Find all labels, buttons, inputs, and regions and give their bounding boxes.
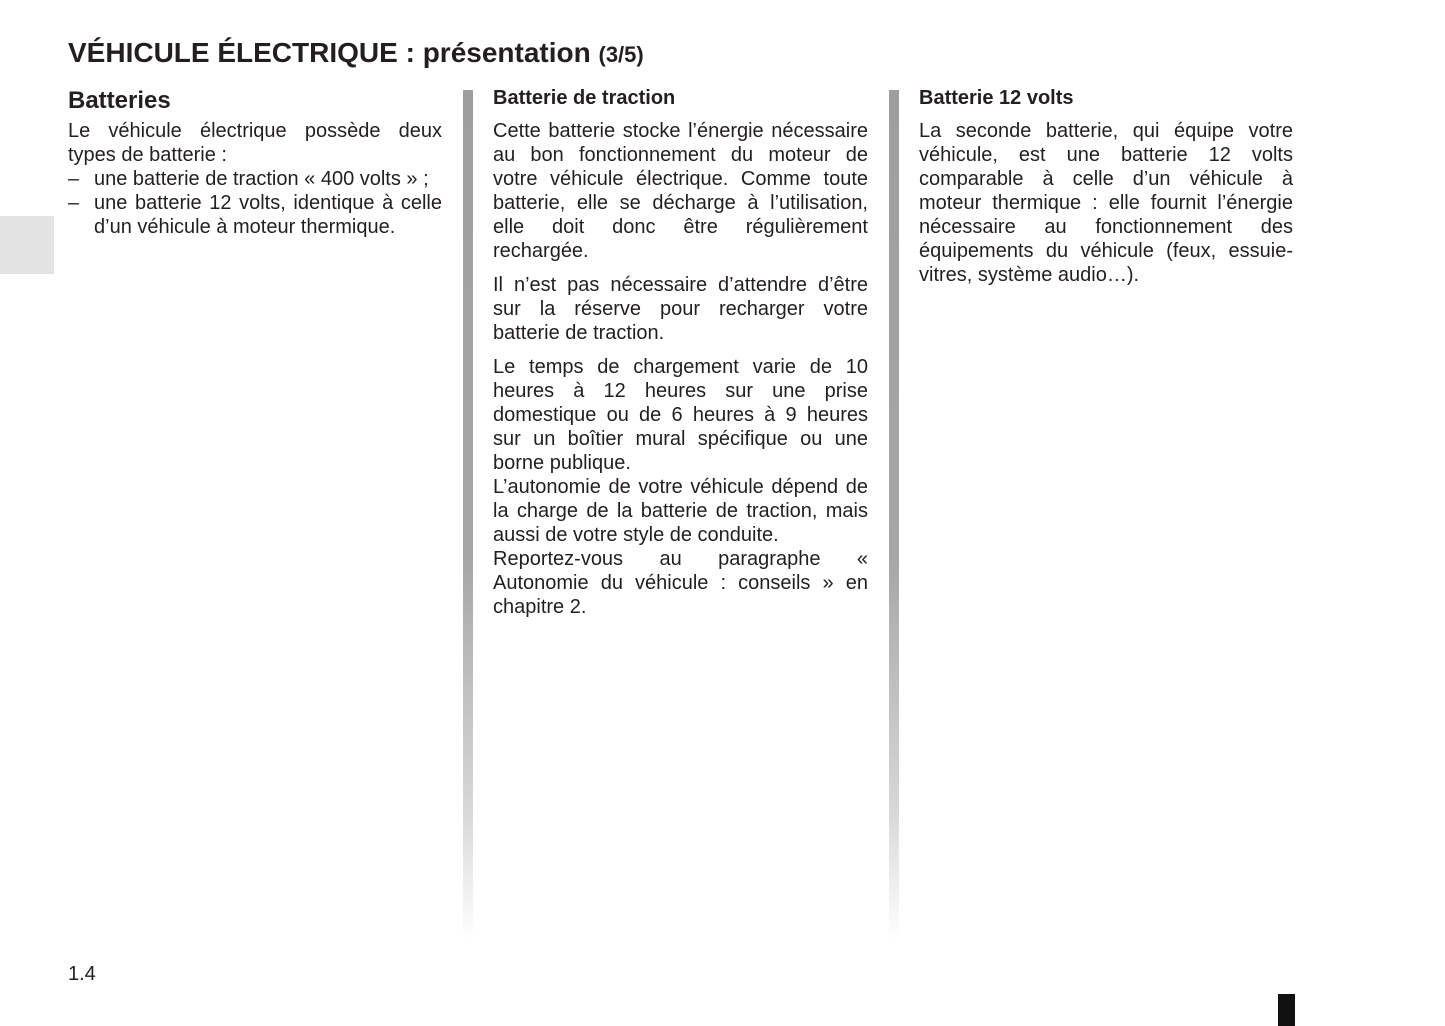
subheading-12v-battery: Batterie 12 volts	[919, 87, 1074, 109]
chapter-tab-marker	[0, 216, 54, 274]
page-corner-mark	[1278, 994, 1295, 1026]
list-item-text: une batterie 12 volts, identique à celle d’un véhicule à moteur thermique.	[94, 192, 442, 238]
paragraph: Cette batterie stocke l’énergie nécessaire au bon fonctionnement du moteur de votre véhicule électrique. Comme toute batterie, elle se décharge à l’utilisation, elle doit donc être régulièrement rechargée.	[493, 120, 868, 262]
page-title-text: VÉHICULE ÉLECTRIQUE : présentation	[68, 37, 591, 68]
column-batteries	[68, 84, 442, 239]
list-item	[68, 191, 442, 239]
paragraph: La seconde batterie, qui équipe votre véhicule, est une batterie 12 volts comparable à celle d’un véhicule à moteur thermique : elle fournit l’énergie nécessaire au fonctionnement des équipements du véhicule (feux, essuie-vitres, système audio…).	[919, 120, 1293, 286]
list-item-text: une batterie de traction « 400 volts » ;	[94, 168, 429, 190]
column-traction-battery	[493, 84, 868, 619]
paragraph: Le temps de chargement varie de 10 heures à 12 heures sur une prise domestique ou de 6 heures à 9 heures sur un boîtier mural spécifique ou une borne publique.	[493, 356, 868, 474]
column-separator	[889, 90, 899, 940]
page-title	[68, 36, 644, 72]
battery-type-list	[68, 167, 442, 239]
column-separator	[463, 90, 473, 940]
list-dash: –	[68, 168, 80, 190]
column-12v-battery	[919, 84, 1293, 287]
batteries-intro: Le véhicule électrique possède deux types de batterie :	[68, 120, 442, 166]
subheading-traction-battery: Batterie de traction	[493, 87, 676, 109]
page-part-indicator: (3/5)	[598, 42, 644, 67]
list-item	[68, 167, 442, 191]
section-heading-batteries: Batteries	[68, 87, 171, 114]
list-dash: –	[68, 192, 80, 214]
paragraph: L’autonomie de votre véhicule dépend de la charge de la batterie de traction, mais aussi de votre style de conduite.	[493, 476, 868, 546]
paragraph: Reportez-vous au paragraphe « Autonomie du véhicule : conseils » en chapitre 2.	[493, 548, 868, 618]
paragraph: Il n’est pas nécessaire d’attendre d’être sur la réserve pour recharger votre batterie de traction.	[493, 274, 868, 344]
page-number: 1.4	[68, 963, 96, 985]
